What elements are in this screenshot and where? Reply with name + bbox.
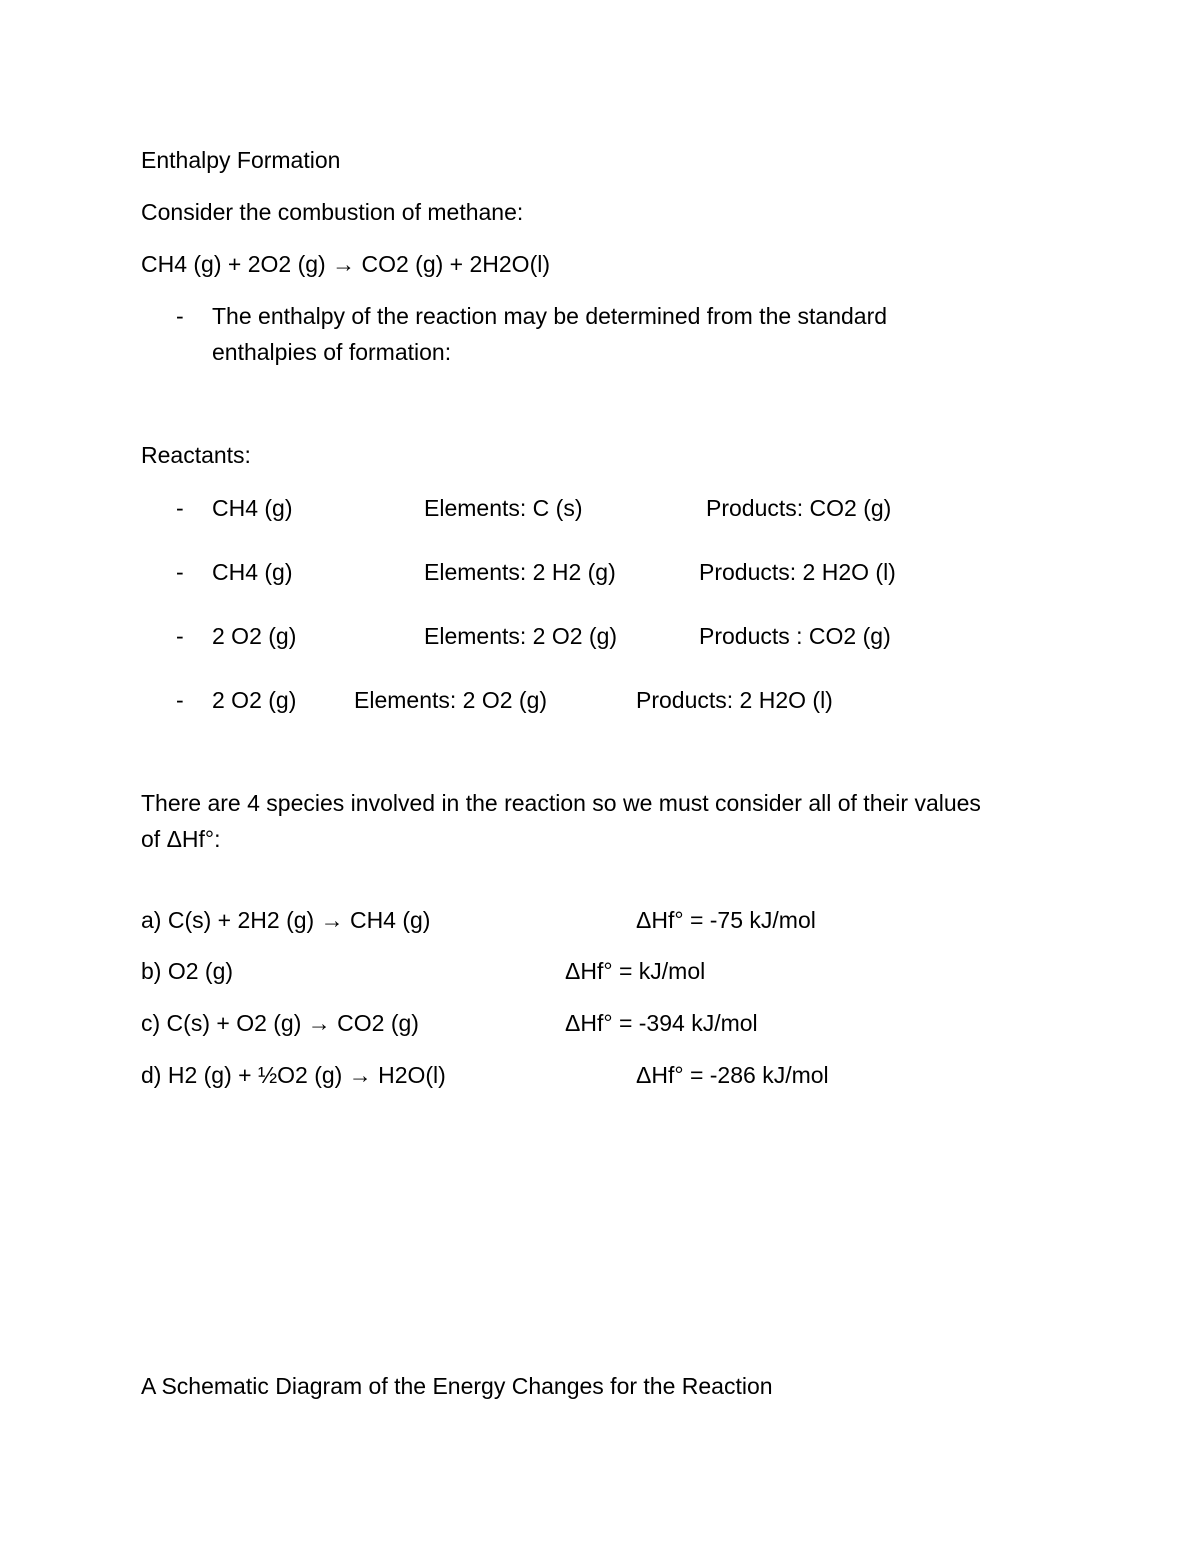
reactant-species: CH4 (g) [212,495,293,521]
formation-equation: a) C(s) + 2H2 (g) → CH4 (g) [141,907,431,933]
reactant-products: Products : CO2 (g) [699,623,891,649]
formation-enthalpy: ΔHf° = -286 kJ/mol [636,1062,829,1088]
reactant-elements: Elements: 2 O2 (g) [354,687,548,713]
reactant-products: Products: 2 H2O (l) [636,687,833,713]
diagram-heading: A Schematic Diagram of the Energy Changes for the Reaction [141,1373,773,1399]
formation-equation: d) H2 (g) + ½O2 (g) → H2O(l) [141,1062,446,1088]
reactant-elements: Elements: C (s) [424,495,583,521]
formation-enthalpy: ΔHf° = -394 kJ/mol [565,1010,758,1036]
reactant-elements: Elements: 2 O2 (g) [424,623,618,649]
enthalpy-note-line-1: The enthalpy of the reaction may be determined from the standard [212,303,888,329]
bullet-dash: - [176,303,184,329]
bullet-dash: - [176,687,184,713]
formation-enthalpy: ΔHf° = -75 kJ/mol [636,907,816,933]
combustion-equation: CH4 (g) + 2O2 (g) → CO2 (g) + 2H2O(l) [141,251,550,277]
page-title: Enthalpy Formation [141,147,341,173]
enthalpy-note-line-2: enthalpies of formation: [212,339,452,365]
species-text-line-2: of ΔHf°: [141,826,221,852]
reactant-species: 2 O2 (g) [212,687,297,713]
intro-text: Consider the combustion of methane: [141,199,524,225]
bullet-dash: - [176,495,184,521]
reactant-products: Products: 2 H2O (l) [699,559,896,585]
species-text-line-1: There are 4 species involved in the reaction so we must consider all of their values [141,790,981,816]
reactant-species: CH4 (g) [212,559,293,585]
reactant-species: 2 O2 (g) [212,623,297,649]
formation-equation: b) O2 (g) [141,958,234,984]
bullet-dash: - [176,623,184,649]
formation-equation: c) C(s) + O2 (g) → CO2 (g) [141,1010,419,1036]
formation-enthalpy: ΔHf° = kJ/mol [565,958,706,984]
reactants-heading: Reactants: [141,442,251,468]
reactant-products: Products: CO2 (g) [706,495,892,521]
reactant-elements: Elements: 2 H2 (g) [424,559,616,585]
bullet-dash: - [176,559,184,585]
